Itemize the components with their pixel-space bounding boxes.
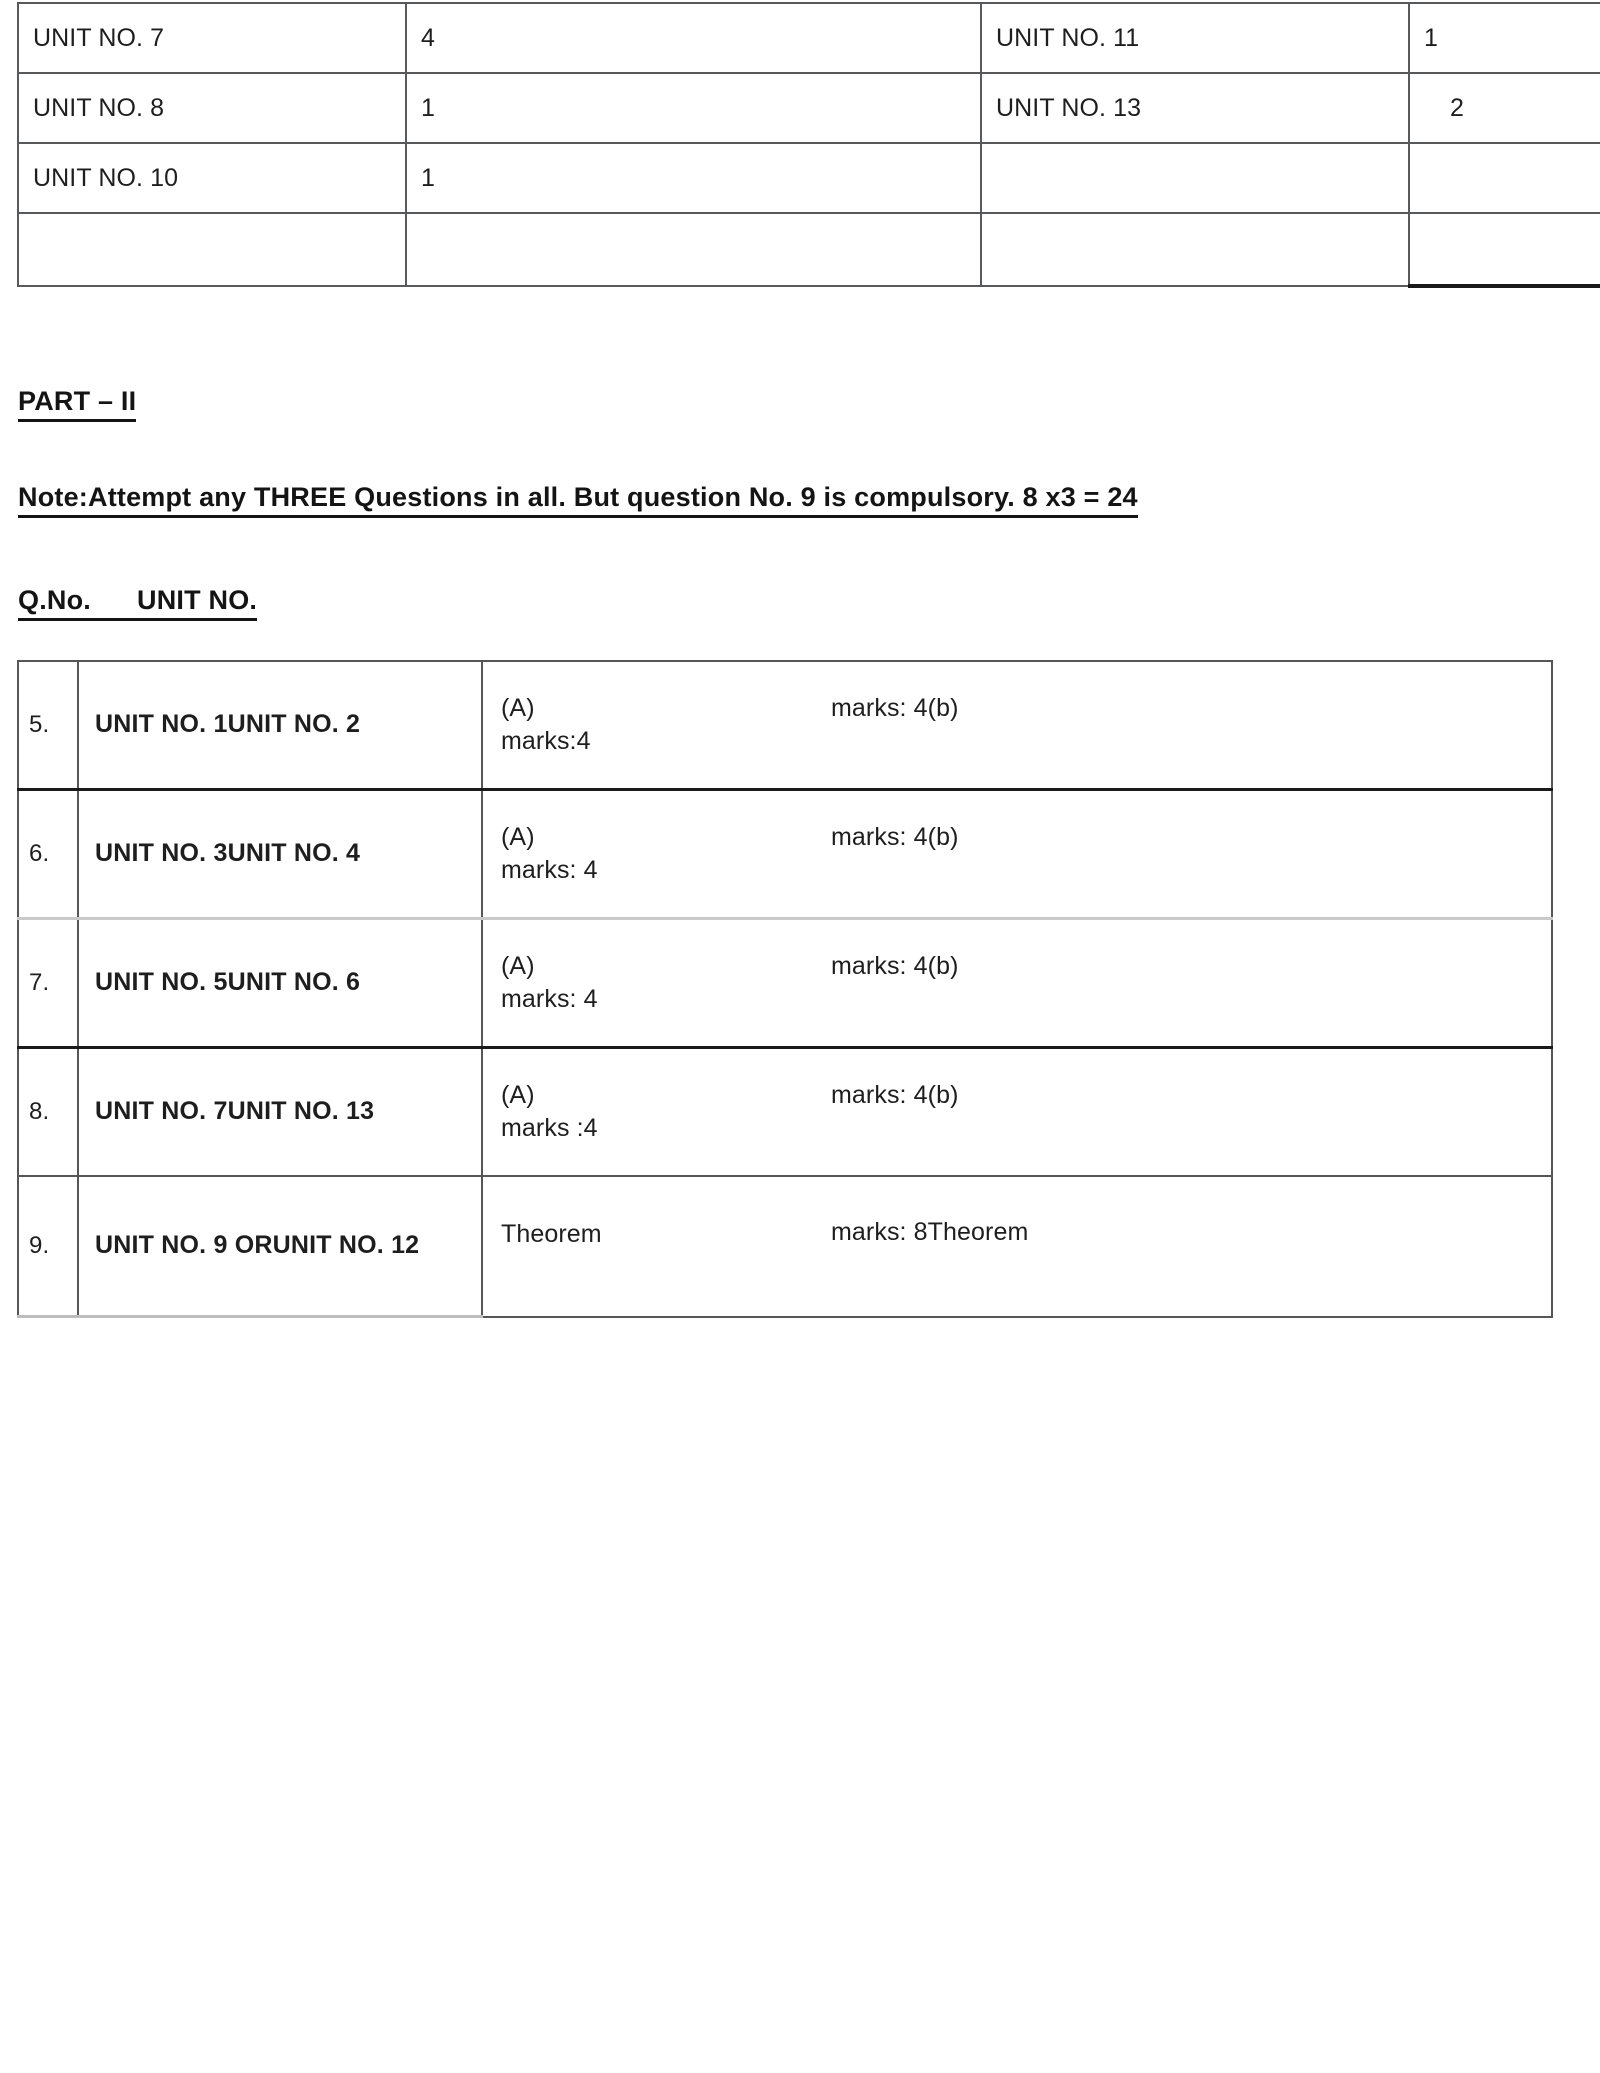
question-part-b-marks: marks: 4(b) — [831, 693, 959, 722]
unit-label-cell: UNIT NO. 8 — [18, 73, 406, 143]
question-detail-stack — [501, 1214, 1535, 1278]
column-heading-group — [18, 585, 257, 621]
unit-count-cell-right — [1409, 143, 1600, 213]
part-heading — [18, 386, 136, 422]
unit-count-table-body — [18, 3, 1600, 286]
table-row — [18, 1048, 1552, 1177]
question-detail-cell — [482, 1048, 1552, 1177]
unit-label-cell-right: UNIT NO. 13 — [981, 73, 1409, 143]
question-part-a-marks: marks: 4 — [501, 856, 598, 884]
question-part-b-marks: marks: 4(b) — [831, 822, 959, 851]
table-row — [18, 3, 1600, 73]
column-heading — [18, 585, 257, 621]
unitno-heading-label: UNIT NO. — [137, 585, 258, 615]
question-units-cell: UNIT NO. 7UNIT NO. 13 — [78, 1048, 482, 1177]
question-paper-table-body — [18, 661, 1552, 1317]
note-instruction-text: Note:Attempt any THREE Questions in all. But question No. 9 is compulsory. 8 x3 = 24 — [18, 482, 1138, 518]
question-part-a-marks: marks: 4 — [501, 985, 598, 1013]
table-row — [18, 661, 1552, 790]
unit-label-cell — [18, 213, 406, 286]
unit-count-cell: 1 — [406, 73, 981, 143]
qno-heading-label: Q.No. — [18, 585, 91, 615]
question-detail-cell — [482, 919, 1552, 1048]
unit-count-table — [17, 2, 1600, 288]
unit-label-cell-right — [981, 213, 1409, 286]
table-row — [18, 73, 1600, 143]
unit-count-cell-right — [1409, 213, 1600, 286]
unit-label-cell-right: UNIT NO. 11 — [981, 3, 1409, 73]
question-part-b-marks: marks: 8Theorem — [831, 1218, 1029, 1247]
unit-label-cell: UNIT NO. 7 — [18, 3, 406, 73]
question-units-cell: UNIT NO. 3UNIT NO. 4 — [78, 790, 482, 919]
question-part-a-label: (A) — [501, 693, 535, 722]
question-part-b-marks: marks: 4(b) — [831, 951, 959, 980]
unit-count-cell: 1 — [406, 143, 981, 213]
question-number-cell: 8. — [18, 1048, 78, 1177]
unit-count-cell-right — [1409, 73, 1600, 143]
question-number-cell: 7. — [18, 919, 78, 1048]
table-row — [18, 919, 1552, 1048]
question-part-a-label: (A) — [501, 822, 535, 851]
question-units-cell: UNIT NO. 1UNIT NO. 2 — [78, 661, 482, 790]
unit-count-cell — [406, 213, 981, 286]
question-part-a-marks: marks :4 — [501, 1114, 598, 1142]
question-part-a-label: (A) — [501, 1080, 535, 1109]
question-detail-cell — [482, 790, 1552, 919]
question-part-b-marks: marks: 4(b) — [831, 1080, 959, 1109]
question-detail-cell — [482, 1176, 1552, 1317]
question-part-a-label: (A) — [501, 951, 535, 980]
table-row-blank — [18, 213, 1600, 286]
table-row — [18, 1176, 1552, 1317]
question-number-cell: 6. — [18, 790, 78, 919]
unit-count-value: 2 — [1450, 93, 1465, 122]
question-detail-stack — [501, 692, 1535, 759]
table-row — [18, 143, 1600, 213]
question-paper-table — [17, 660, 1553, 1318]
question-number-cell: 5. — [18, 661, 78, 790]
unit-label-cell: UNIT NO. 10 — [18, 143, 406, 213]
question-units-cell: UNIT NO. 5UNIT NO. 6 — [78, 919, 482, 1048]
question-detail-stack — [501, 950, 1535, 1017]
unit-count-cell: 4 — [406, 3, 981, 73]
question-part-a-marks: marks:4 — [501, 727, 591, 755]
note-instruction — [18, 482, 1138, 518]
question-detail-stack — [501, 1079, 1535, 1146]
question-detail-stack — [501, 821, 1535, 888]
question-number-cell: 9. — [18, 1176, 78, 1317]
question-detail-cell — [482, 661, 1552, 790]
part-heading-text: PART – II — [18, 386, 136, 422]
question-part-a-label: Theorem — [501, 1220, 602, 1249]
table-row — [18, 790, 1552, 919]
question-units-cell: UNIT NO. 9 ORUNIT NO. 12 — [78, 1176, 482, 1317]
unit-label-cell-right — [981, 143, 1409, 213]
unit-count-cell-right: 1 — [1409, 3, 1600, 73]
